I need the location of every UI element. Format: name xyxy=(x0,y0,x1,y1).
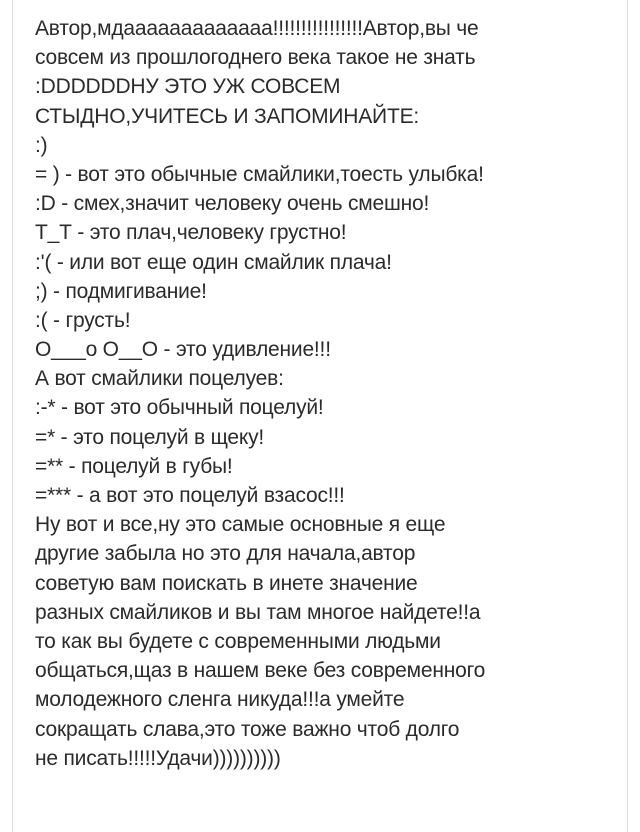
comment-line: ;) - подмигивание! xyxy=(35,279,207,303)
comment-line: общаться,щаз в нашем веке без современного xyxy=(35,659,486,683)
comment-line: разных смайликов и вы там многое найдете!!а xyxy=(35,600,481,624)
comment-line: СТЫДНО,УЧИТЕСЬ И ЗАПОМИНАЙТЕ: xyxy=(35,104,420,128)
comment-line: А вот смайлики поцелуев: xyxy=(35,367,284,391)
comment-line: = ) - вот это обычные смайлики,тоесть улыбка! xyxy=(35,162,484,186)
comment-line: Автор,мдааааааааааааа!!!!!!!!!!!!!!!!Автор,вы че xyxy=(35,17,479,40)
comment-line: :D - смех,значит человеку очень смешно! xyxy=(35,192,430,216)
comment-line: :DDDDDDHУ ЭТО УЖ СОВСЕМ xyxy=(35,75,341,99)
comment-line: =** - поцелуй в губы! xyxy=(35,454,233,478)
comment-line: О___о О__О - это удивление!!! xyxy=(35,338,331,362)
comment-line: то как вы будете с современными людьми xyxy=(35,629,441,653)
comment-line: =*** - а вот это поцелуй взасос!!! xyxy=(35,484,345,507)
comment-line: сокращать слава,это тоже важно чтоб долго xyxy=(35,717,460,741)
comment-line: не писать!!!!!Удачи)))))))))) xyxy=(35,746,281,770)
comment-line: совсем из прошлогоднего века такое не знать xyxy=(35,46,476,70)
comment-card xyxy=(12,0,628,832)
comment-line: Т_Т - это плач,человеку грустно! xyxy=(35,221,347,245)
comment-text xyxy=(35,14,625,773)
comment-line: :-* - вот это обычный поцелуй! xyxy=(35,396,324,420)
comment-line: советую вам поискать в инете значение xyxy=(35,571,418,595)
comment-line: :) xyxy=(35,133,48,157)
comment-line: другие забыла но это для начала,автор xyxy=(35,542,416,566)
comment-line: :'( - или вот еще один смайлик плача! xyxy=(35,250,392,274)
comment-line: Ну вот и все,ну это самые основные я еще xyxy=(35,513,446,537)
comment-line: молодежного сленга никуда!!!а умейте xyxy=(35,688,405,712)
comment-line: :( - грусть! xyxy=(35,308,131,332)
comment-line: =* - это поцелуй в щеку! xyxy=(35,425,265,449)
